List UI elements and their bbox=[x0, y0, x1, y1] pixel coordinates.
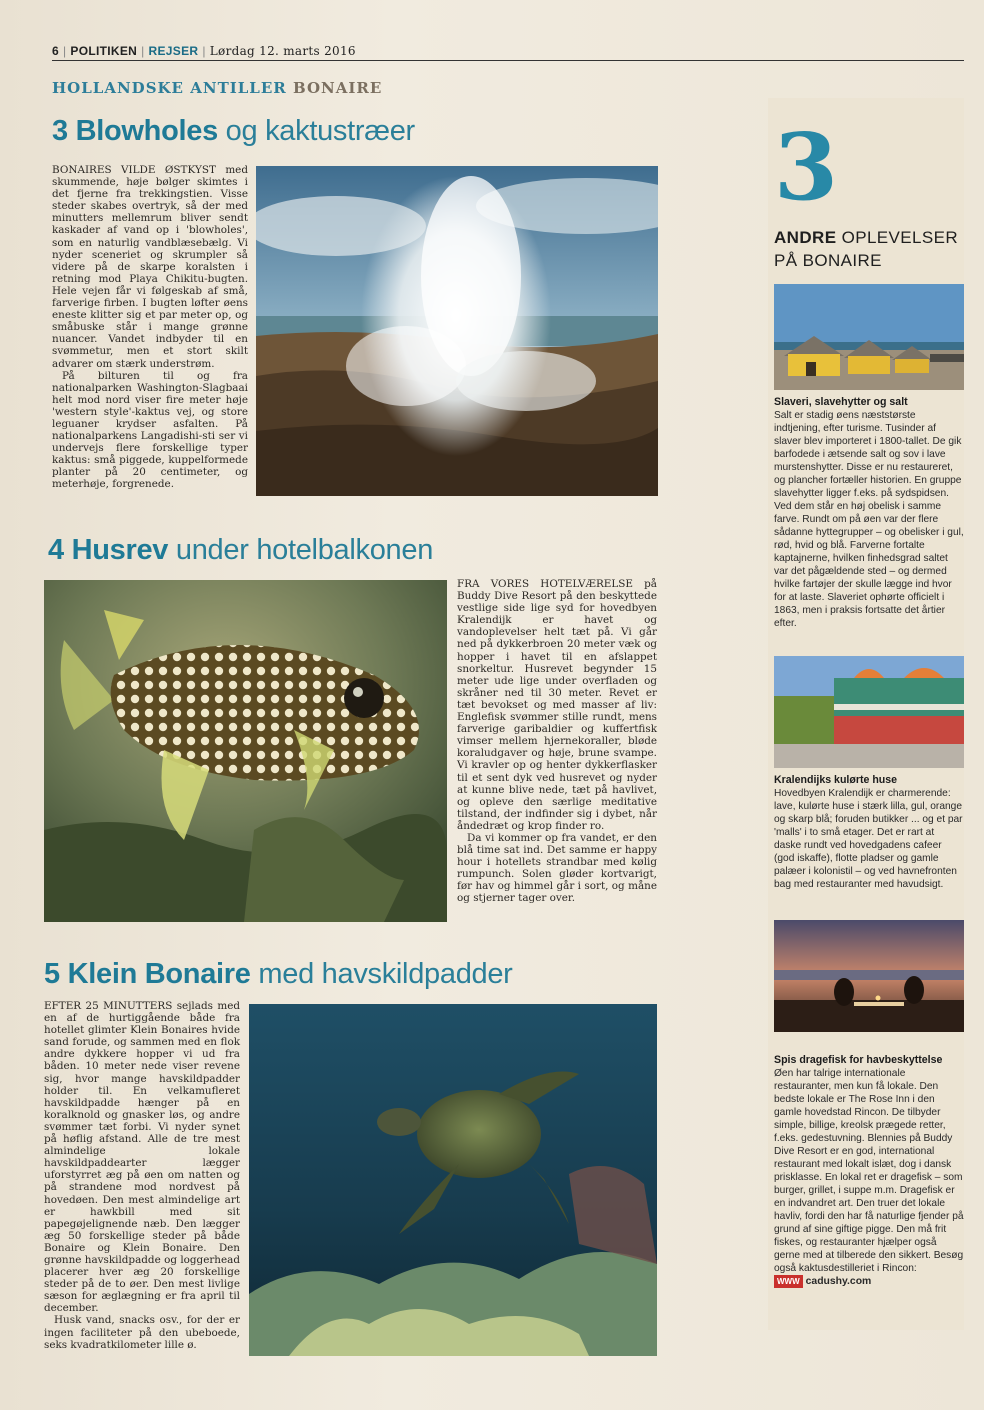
article5-headline-bold: 5 Klein Bonaire bbox=[44, 958, 251, 990]
sidebar-title-bold: ANDRE bbox=[774, 228, 837, 247]
sidebar-number: 3 bbox=[774, 113, 839, 221]
article3-paragraph: BONAIRES VILDE ØSTKYST med skummende, høje bølger skimtes i det fjerne fra trekkingstien. Visse steder skabes overtryk, så der med minutters mellemrum bliver sendt kaskader af vand op i 'blowholes', som en naturlig vandblæsebælg. Vi nyder sceneriet og skrumpler så videre på de skarpe koralsten i retning mod Playa Chikitu-bugten. Hele vejen får vi følgeskab af små, farverige firben. I bugten løfter øens eneste klitter sig et par meter op, og småbuske står i mange grønne nuancer. Vandet indbyder til en svømmetur, men et stort skilt advarer om stærk understrøm. bbox=[52, 164, 248, 370]
sidebar-item3-heading: Spis dragefisk for havbeskyttelse bbox=[774, 1054, 943, 1066]
article4-paragraph: FRA VORES HOTELVÆRELSE på Buddy Dive Resort på den beskyttede vestlige side lige syd for hovedbyen Kralendijk er havet og vandoplevelser helt tæt på. Vi går ned på dykkerbroen 20 meter væk og hopper i havet til en afslappet snorkeltur. Husrevet begynder 15 meter ude lige under overfladen og skråner ned til 30 meter. Revet er tæt bevokset og med masser af liv: Englefisk svømmer stille rundt, mens farverige garibaldier og kuffertfisk vimser mellem hjernekoraller, bløde koraludgaver og høje, brune svampe. Vi kravler op og henter dykkerflasker til et sent dyk ved husrevet og nyder at kunne blive nede, tæt på havlivet, og opleve den særlige meditative tilstand, der indfinder sig i dybet, når åndedræt og krop finder ro. bbox=[457, 578, 657, 832]
running-header: 6 | POLITIKEN | REJSER | Lørdag 12. marts 2016 bbox=[52, 44, 356, 58]
slave-huts-photo bbox=[774, 284, 964, 390]
article5-headline-light: med havskildpadder bbox=[258, 958, 513, 990]
kralendijk-illustration bbox=[774, 656, 964, 768]
article5-paragraph: EFTER 25 MINUTTERS sejlads med en af de hurtiggående både fra hotellet glimter Klein Bonaires hvide sand forude, og sammen med en flok andre dykkere hopper vi ud fra båden. 10 meter nede viser revene sig, hvor mange havskildpadder holder til. En velkamufleret havskildpadde hænger på en koralknold og gnasker løs, og andre svømmer tæt forbi. Vi nyder synet på høflig afstand. Alle de tre mest almindelige lokale havskildpaddearter lægger uforstyrret æg på øen om natten og på strandene mod nordvest på hovedøen. Den mest almindelige art er hawkbill med sit papegøjelignende næb. Den lægger æg 50 forskellige steder på både Bonaire og Klein Bonaire. Den grønne havskildpadde og loggerhead placerer hver æg 20 forskellige steder på de to øer. Den mest livlige sæson for æglægning er fra april til december. bbox=[44, 1000, 240, 1315]
article4-headline-light: under hotelbalkonen bbox=[175, 534, 434, 566]
article3-body bbox=[52, 164, 248, 491]
turtle-photo-illustration bbox=[249, 1004, 657, 1356]
article3-headline bbox=[52, 117, 415, 146]
page-number: 6 bbox=[52, 44, 59, 58]
blowhole-photo-illustration bbox=[256, 166, 658, 496]
article5-body bbox=[44, 1000, 240, 1351]
sidebar-title-rest: OPLEVELSER bbox=[841, 228, 959, 247]
kicker-place: BONAIRE bbox=[292, 79, 383, 97]
turtle-photo bbox=[249, 1004, 657, 1356]
article5-paragraph: Husk vand, snacks osv., for der er ingen faciliteter på den ubeboede, seks kvadratkilometer lille ø. bbox=[44, 1314, 240, 1351]
section-kicker bbox=[52, 79, 382, 97]
sidebar-item1-heading: Slaveri, slavehytter og salt bbox=[774, 396, 908, 408]
header-rule bbox=[52, 60, 964, 61]
boxfish-photo-illustration bbox=[44, 580, 447, 922]
article3-headline-light: og kaktustræer bbox=[225, 115, 415, 147]
boxfish-photo bbox=[44, 580, 447, 922]
sidebar-item2-heading: Kralendijks kulørte huse bbox=[774, 774, 898, 786]
article3-headline-bold: 3 Blowholes bbox=[52, 115, 218, 147]
sidebar-title bbox=[774, 226, 958, 272]
article4-headline bbox=[48, 536, 433, 565]
paper-name: POLITIKEN bbox=[70, 44, 138, 58]
sidebar-item1-text: Salt er stadig øens næststørste indtjening, efter turisme. Tusinder af slaver blev importeret i 1800-tallet. De gik barfodede i ætsende salt og sov i lave murstenshytter. Disse er nu restaureret, og plancher fortæller historien. En gruppe slavehytter ligger f.eks. på sydspidsen. Ved dem står en høj obelisk i samme farve. Rundt om på øen var der flere sådanne hyttegrupper – og obelisker i gul, rød, hvid og blå. Farverne fortalte kaptajnerne, hvilken finhedsgrad saltet var det pågældende sted – og dermed hvilke fartøjer der skulle lægge ind hvor for at laste. Slaveriet ophørte officielt i 1863, men i praksis fortsatte det årtier efter. bbox=[774, 410, 964, 629]
sidebar-item3-paragraph: Øen har talrige internationale restauranter, men kun få lokale. Den bedste lokale er The Rose Inn i den gamle hovedstad Rincon. De tilbyder simple, billige, kreolsk prægede retter, f.eks. gedestuvning. Blennies på Buddy Dive Resort er en god, international restaurant med lokalt islæt, dog i dansk prisklasse. En lokal ret er dragefisk – som burger, grillet, i suppe m.m. Dragefisk er en indvandret art. Den truer det lokale havliv, fordi den har få naturlige fjender på grund af sine giftige pigge. Den må frit fiskes, og restauranter hjælper også gerne med at tilberede den sikkert. Besøg også kaktusdestilleriet i Rincon: bbox=[774, 1068, 964, 1274]
cadushy-link[interactable]: cadushy.com bbox=[805, 1276, 872, 1287]
issue-date: Lørdag 12. marts 2016 bbox=[209, 44, 356, 58]
section-name: REJSER bbox=[148, 44, 199, 58]
restaurant-illustration bbox=[774, 920, 964, 1032]
sidebar-item3-text bbox=[774, 1067, 964, 1288]
sidebar-title-line2: PÅ BONAIRE bbox=[774, 251, 882, 270]
article5-headline bbox=[44, 960, 513, 989]
kralendijk-photo bbox=[774, 656, 964, 768]
article4-body bbox=[457, 578, 657, 905]
article4-paragraph: Da vi kommer op fra vandet, er den blå time sat ind. Det samme er happy hour i hotellets strandbar med kølig rumpunch. Solen gløder kortvarigt, før hav og himmel går i sort, og måne og stjerner tager over. bbox=[457, 831, 657, 905]
www-badge: WWW bbox=[774, 1275, 803, 1288]
blowhole-photo bbox=[256, 166, 658, 496]
slave-huts-illustration bbox=[774, 284, 964, 390]
article4-headline-bold: 4 Husrev bbox=[48, 534, 169, 566]
restaurant-photo bbox=[774, 920, 964, 1032]
kicker-region: HOLLANDSKE ANTILLER bbox=[52, 79, 287, 97]
article3-paragraph: På bilturen til og fra nationalparken Washington-Slagbaai helt mod nord viser fire meter høje 'western style'-kaktus vej, og store leguaner krydser asfalten. På nationalparkens Langadishi-sti ser vi undervejs flere forskellige typer kaktus: små piggede, kuppelformede planter på 20 centimeter, og meterhøje, forgrenede. bbox=[52, 369, 248, 491]
sidebar-item2-text: Hovedbyen Kralendijk er charmerende: lave, kulørte huse i stærk lilla, gul, orange og skarp blå; foruden butikker ... og et par 'malls' i to små etager. Det er rart at daske rundt ved hovedgadens cafeer (god iskaffe), flotte pladser og gamle palæer i kolonistil – og ved havnefronten bag med restauranter med havudsigt. bbox=[774, 788, 963, 890]
